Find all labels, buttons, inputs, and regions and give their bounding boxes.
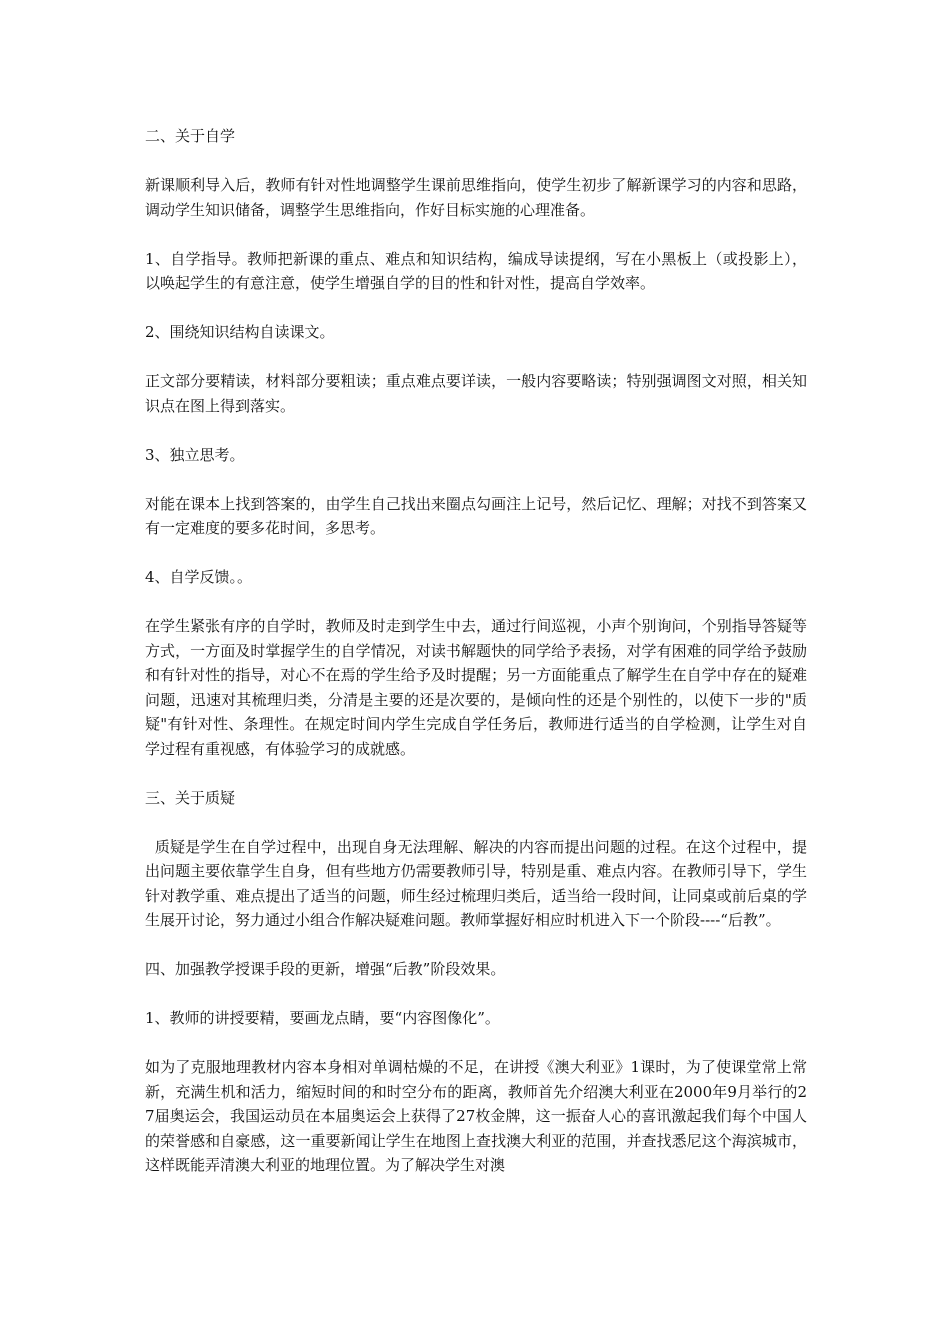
section-heading-self-study: 二、关于自学	[145, 127, 236, 145]
paragraph-item-2-title: 2、围绕知识结构自读课文。	[145, 323, 335, 341]
paragraph-methods-item-1: 1、教师的讲授要精，要画龙点睛，要“内容图像化”。	[145, 1009, 500, 1027]
paragraph-item-3-title: 3、独立思考。	[145, 445, 245, 464]
document-body	[145, 124, 807, 1202]
paragraph-australia-example: 如为了克服地理教材内容本身相对单调枯燥的不足，在讲授《澳大利亚》1课时，为了使课堂常上常新，充满生机和活力，缩短时间的和时空分布的距离，教师首先介绍澳大利亚在2000年9月举行的27届奥运会，我国运动员在本届奥运会上获得了27枚金牌，这一振奋人心的喜讯激起我们每个中国人的荣誉感和自豪感，这一重要新闻让学生在地图上查找澳大利亚的范围，并查找悉尼这个海滨城市，这样既能弄清澳大利亚的地理位置。为了解决学生对澳	[145, 1058, 807, 1174]
paragraph-intro: 新课顺利导入后，教师有针对性地调整学生课前思维指向，使学生初步了解新课学习的内容和思路，调动学生知识储备，调整学生思维指向，作好目标实施的心理准备。	[145, 176, 807, 219]
section-heading-questioning: 三、关于质疑	[145, 788, 236, 807]
paragraph-item-4-title: 4、自学反馈。。	[145, 568, 253, 586]
paragraph-item-2-body: 正文部分要精读，材料部分要粗读；重点难点要详读，一般内容要略读；特别强调图文对照，相关知识点在图上得到落实。	[145, 372, 807, 415]
section-heading-teaching-methods: 四、加强教学授课手段的更新，增强“后教”阶段效果。	[145, 960, 506, 978]
paragraph-questioning-body: 质疑是学生在自学过程中，出现自身无法理解、解决的内容而提出问题的过程。在这个过程中，提出问题主要依靠学生自身，但有些地方仍需要教师引导，特别是重、难点内容。在教师引导下，学生针对教学重、难点提出了适当的问题，师生经过梳理归类后，适当给一段时间，让同桌或前后桌的学生展开讨论，努力通过小组合作解决疑难问题。教师掌握好相应时机进入下一个阶段----“后教”。	[145, 837, 807, 929]
paragraph-item-1: 1、自学指导。教师把新课的重点、难点和知识结构，编成导读提纲，写在小黑板上（或投影上），以唤起学生的有意注意，使学生增强自学的目的性和针对性，提高自学效率。	[145, 249, 807, 292]
paragraph-item-3-body: 对能在课本上找到答案的，由学生自己找出来圈点勾画注上记号，然后记忆、理解；对找不到答案又有一定难度的要多花时间，多思考。	[145, 494, 807, 537]
paragraph-item-4-body: 在学生紧张有序的自学时，教师及时走到学生中去，通过行间巡视，小声个别询问，个别指导答疑等方式，一方面及时掌握学生的自学情况，对读书解题快的同学给予表扬，对学有困难的同学给予鼓励和有针对性的指导，对心不在焉的学生给予及时提醒；另一方面能重点了解学生在自学中存在的疑难问题，迅速对其梳理归类，分清是主要的还是次要的，是倾向性的还是个别性的，以使下一步的"质疑"有针对性、条理性。在规定时间内学生完成自学任务后，教师进行适当的自学检测，让学生对自学过程有重视感，有体验学习的成就感。	[145, 617, 807, 758]
